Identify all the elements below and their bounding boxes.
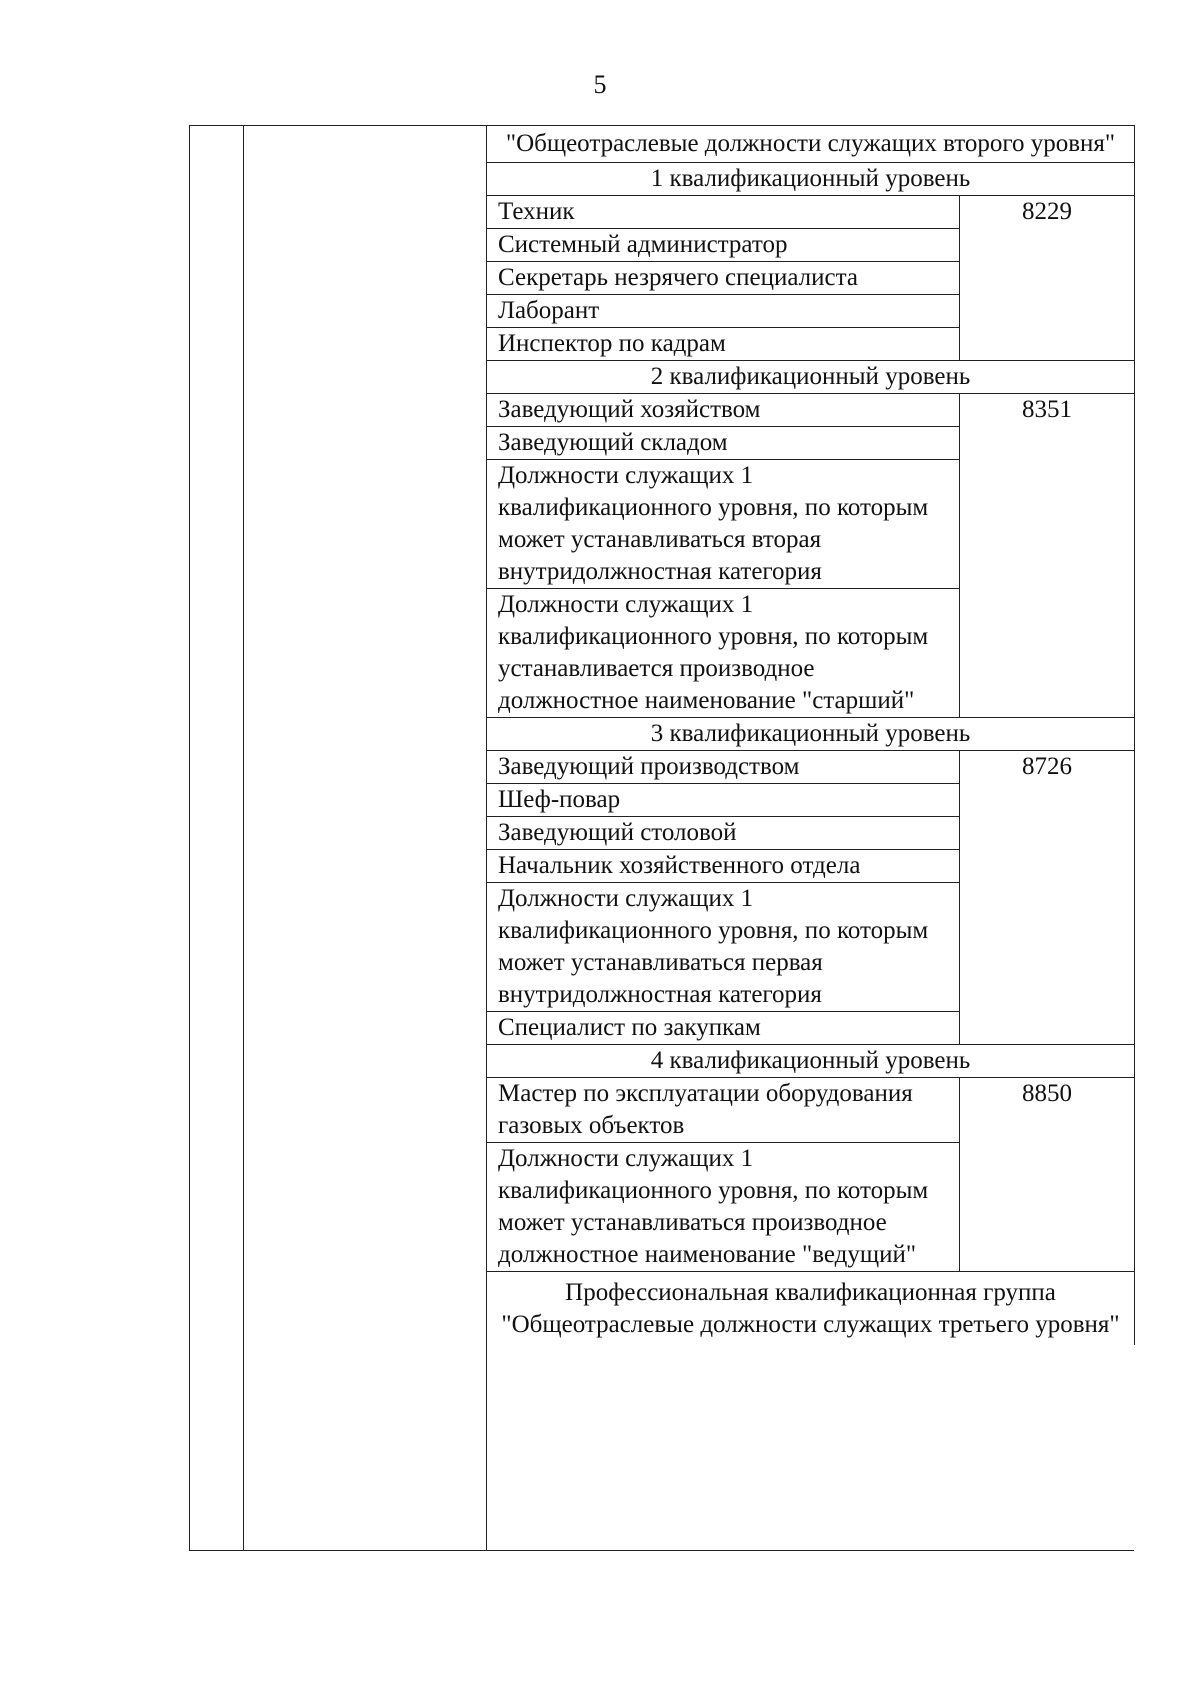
position-item: Начальник хозяйственного отдела <box>487 850 959 883</box>
qualification-code: 8850 <box>1022 1080 1072 1107</box>
position-item: Шеф-повар <box>487 784 959 817</box>
position-item: Заведующий складом <box>487 427 959 460</box>
position-item: Должности служащих 1 квалификационного уровня, по которым может устанавливаться производное должностное наименование "ведущий" <box>498 1145 929 1268</box>
position-item: Должности служащих 1 квалификационного уровня, по которым может устанавливаться вторая внутридолжностная категория <box>487 460 959 589</box>
position-item: Секретарь незрячего специалиста <box>487 262 959 295</box>
position-item: Должности служащих 1 квалификационного уровня, по которым может устанавливаться первая внутридолжностная категория <box>487 883 959 1012</box>
position-list <box>487 196 960 360</box>
position-item: Специалист по закупкам <box>498 1014 761 1041</box>
level-group-3 <box>487 751 1134 1045</box>
qualification-table <box>487 125 1135 1345</box>
position-item: Мастер по эксплуатации оборудования газовых объектов <box>487 1078 959 1143</box>
position-item: Должности служащих 1 квалификационного уровня, по которым устанавливается производное должностное наименование "старший" <box>498 591 929 714</box>
position-item: Заведующий столовой <box>487 817 959 850</box>
level-heading-1: 1 квалификационный уровень <box>487 163 1134 196</box>
level-group-4 <box>487 1078 1134 1272</box>
qualification-code: 8229 <box>1022 198 1072 225</box>
position-item: Инспектор по кадрам <box>498 330 726 357</box>
page-number: 5 <box>593 70 607 99</box>
position-list <box>487 1078 960 1271</box>
level-heading-3: 3 квалификационный уровень <box>487 718 1134 751</box>
position-list <box>487 751 960 1044</box>
column-divider-1 <box>243 126 244 1550</box>
position-item: Системный администратор <box>487 229 959 262</box>
position-item: Заведующий хозяйством <box>487 394 959 427</box>
position-item: Лаборант <box>487 295 959 328</box>
level-group-2 <box>487 394 1134 718</box>
next-group-header: Профессиональная квалификационная группа "Общеотраслевые должности служащих третьего уровня" <box>501 1279 1120 1338</box>
level-heading-4: 4 квалификационный уровень <box>487 1045 1134 1078</box>
position-item: Техник <box>487 196 959 229</box>
qualification-code: 8726 <box>1022 753 1072 780</box>
level-heading-2: 2 квалификационный уровень <box>487 361 1134 394</box>
position-list <box>487 394 960 717</box>
position-item: Заведующий производством <box>487 751 959 784</box>
qualification-code: 8351 <box>1022 396 1072 423</box>
section-header: "Общеотраслевые должности служащих второго уровня" <box>487 125 1134 163</box>
level-group-1 <box>487 196 1134 361</box>
